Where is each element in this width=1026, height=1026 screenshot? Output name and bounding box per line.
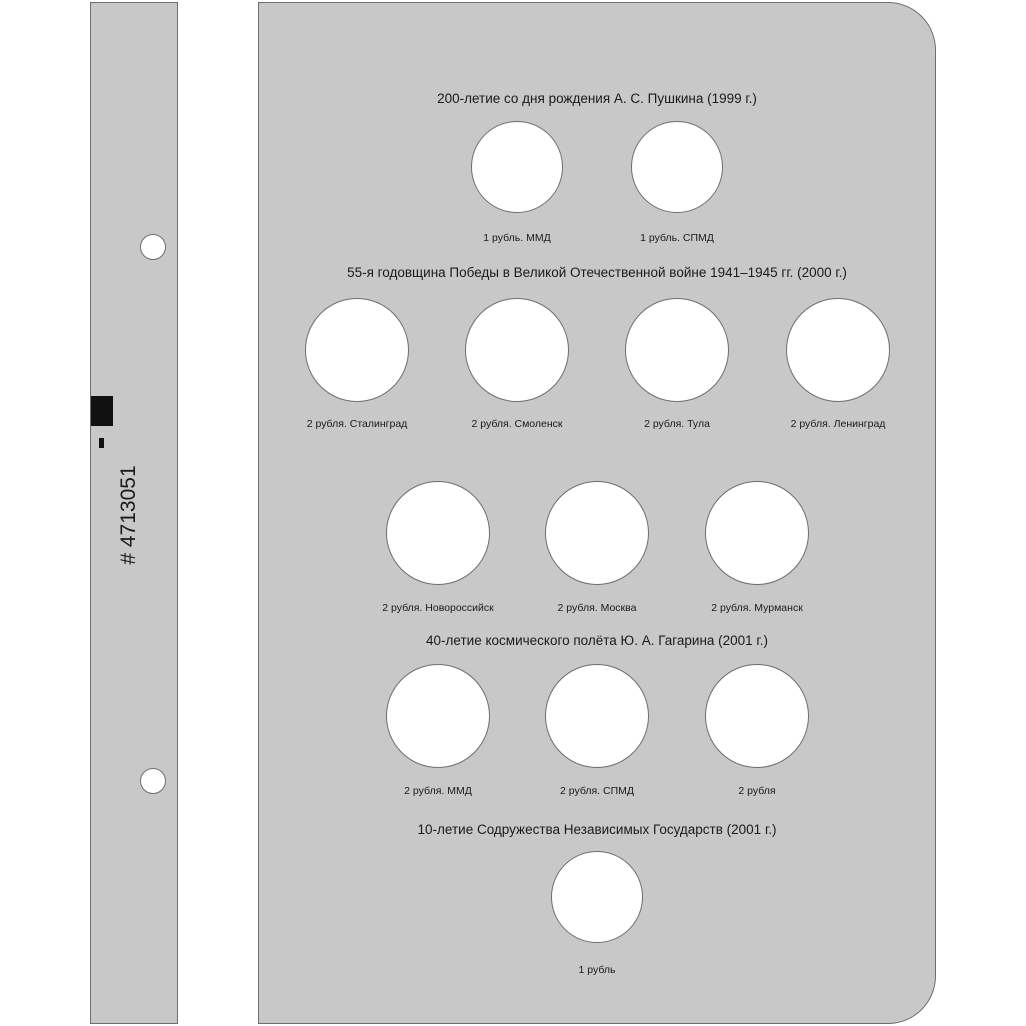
coin-slot[interactable] — [625, 298, 729, 402]
coin-slot[interactable] — [545, 664, 649, 768]
coin-slot[interactable] — [705, 664, 809, 768]
coin-label: 2 рубля. Мурманск — [711, 602, 803, 614]
section-title-pushkin: 200-летие со дня рождения А. С. Пушкина (1999 г.) — [437, 91, 757, 106]
coin-label: 2 рубля. Сталинград — [306, 418, 408, 430]
coin-label: 2 рубля. Тула — [644, 418, 710, 430]
coin-slot[interactable] — [545, 481, 649, 585]
section-title-victory: 55-я годовщина Победы в Великой Отечественной войне 1941–1945 гг. (2000 г.) — [347, 265, 847, 280]
coin-label: 2 рубля. Ленинград — [790, 418, 886, 430]
coin-album-sheet — [258, 2, 936, 1024]
registration-mark-block — [91, 396, 113, 426]
coin-label: 2 рубля. ММД — [404, 785, 472, 797]
binding-strip — [90, 2, 178, 1024]
article-number: # 4713051 — [117, 465, 140, 565]
coin-label: 1 рубль. СПМД — [640, 232, 714, 244]
registration-mark-tick — [99, 438, 104, 448]
coin-label: 2 рубля. СПМД — [559, 785, 635, 797]
section-title-gagarin: 40-летие космического полёта Ю. А. Гагарина (2001 г.) — [426, 633, 768, 648]
coin-label: 2 рубля. Смоленск — [471, 418, 563, 430]
coin-label: 1 рубль. ММД — [483, 232, 551, 244]
punch-hole-bottom — [140, 768, 166, 794]
coin-label: 2 рубля — [738, 785, 776, 797]
coin-slot[interactable] — [386, 664, 490, 768]
punch-hole-top — [140, 234, 166, 260]
coin-slot[interactable] — [786, 298, 890, 402]
coin-slot[interactable] — [705, 481, 809, 585]
coin-label: 2 рубля. Москва — [557, 602, 637, 614]
coin-slot[interactable] — [551, 851, 643, 943]
coin-slot[interactable] — [471, 121, 563, 213]
coin-slot[interactable] — [465, 298, 569, 402]
coin-slot[interactable] — [305, 298, 409, 402]
coin-slot[interactable] — [631, 121, 723, 213]
coin-label: 1 рубль — [578, 964, 616, 976]
coin-slot[interactable] — [386, 481, 490, 585]
coin-label: 2 рубля. Новороссийск — [382, 602, 494, 614]
section-title-cis: 10-летие Содружества Независимых Государств (2001 г.) — [417, 822, 777, 837]
